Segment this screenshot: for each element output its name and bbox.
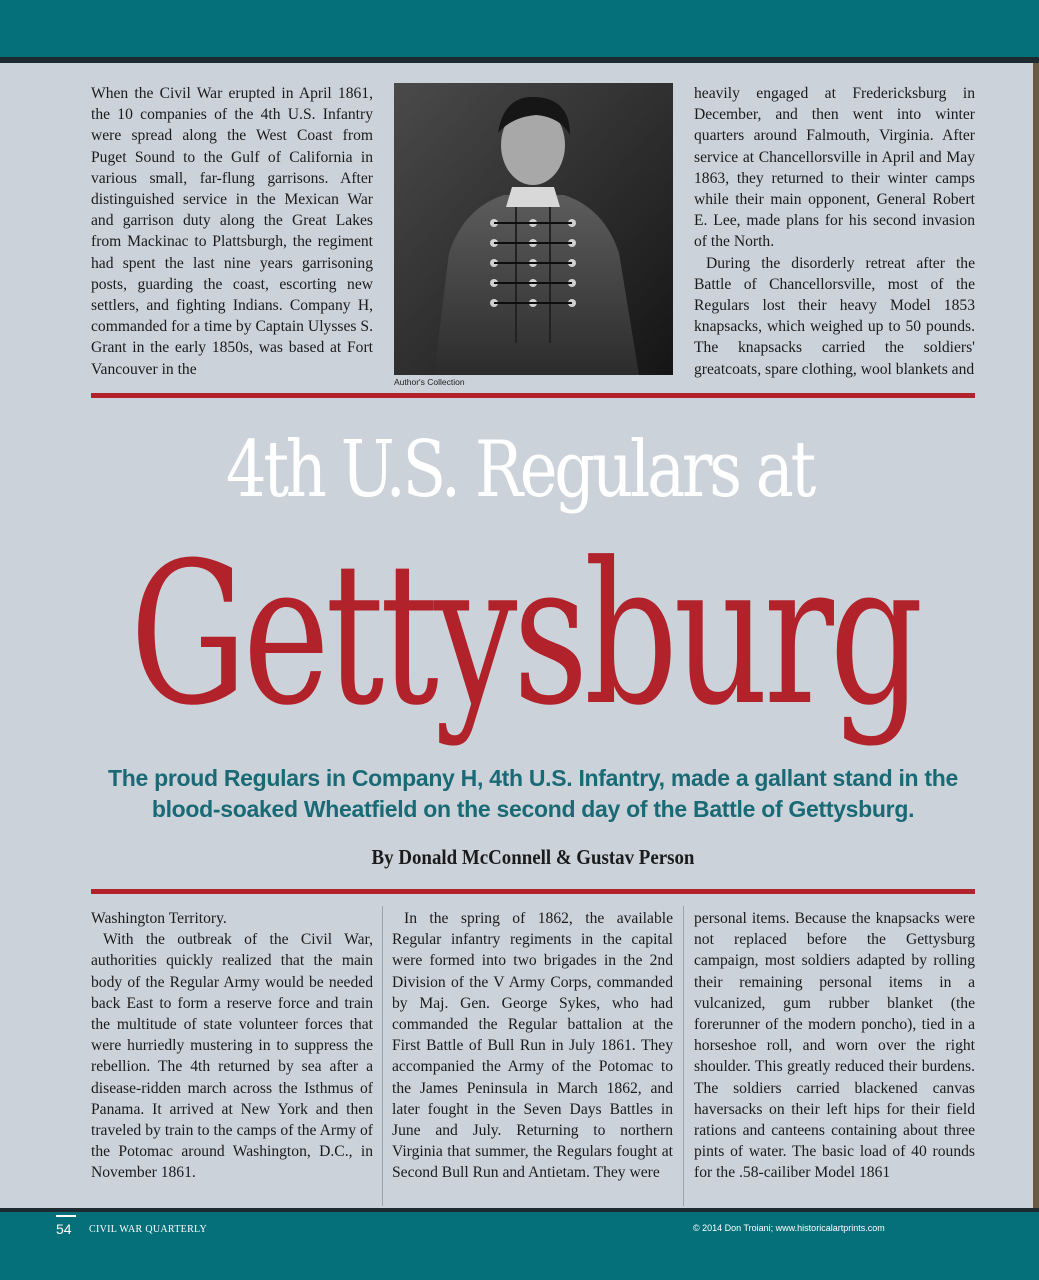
photo-credit: Author's Collection	[394, 377, 465, 387]
bottom-col1-paragraph-1: Washington Territory.	[91, 910, 227, 927]
bottom-column-3	[694, 908, 975, 1184]
top-column-3	[694, 83, 975, 380]
footer-tick-mark	[56, 1215, 76, 1217]
image-copyright: © 2014 Don Troiani; www.historicalartprints.com	[693, 1223, 885, 1233]
bottom-col1-paragraph-2: With the outbreak of the Civil War, authorities quickly realized that the main body of the Regular Army would be needed back East to form a reserve force and train the multitude of state volunteer forces that were hurriedly mustering in to suppress the rebellion. The 4th returned by sea after a disease-ridden march across the Isthmus of Panama. It arrived at New York and then traveled by train to the camps of the Army of the Potomac around Washington, D.C., in November 1861.	[91, 931, 373, 1182]
article-subhead: The proud Regulars in Company H, 4th U.S. Infantry, made a gallant stand in the blood-soaked Wheatfield on the second day of the Battle of Gettysburg.	[108, 765, 958, 822]
top-col3-paragraph-1: heavily engaged at Fredericksburg in December, and then went into winter quarters around Falmouth, Virginia. After service at Chancellorsville in April and May 1863, they returned to their winter camps while their main opponent, General Robert E. Lee, made plans for his second invasion of the North.	[694, 85, 975, 251]
portrait-photo	[394, 83, 673, 375]
bottom-column-2	[392, 908, 673, 1184]
title-line-2: Gettysburg	[129, 521, 920, 749]
top-col3-paragraph-2: During the disorderly retreat after the Battle of Chancellorsville, most of the Regulars lost their heavy Model 1853 knapsacks, which weighed up to 50 pounds. The knapsacks carried the soldiers' greatcoats, spare clothing, wool blankets and	[694, 254, 975, 378]
top-red-rule	[91, 393, 975, 398]
bottom-red-rule	[91, 889, 975, 894]
bottom-col3-paragraph: personal items. Because the knapsacks were not replaced before the Gettysburg campaign, most soldiers adapted by rolling their remaining personal items in a vulcanized, gum rubber blanket (the forerunner of the modern poncho), tied in a horseshoe roll, and worn over the right shoulder. This greatly reduced their burdens. The soldiers carried blackened canvas haversacks on their left hips for their field rations and canteens containing about three pints of water. The basic load of 40 rounds for the .58-cailiber Model 1861	[694, 910, 975, 1182]
bottom-col2-paragraph: In the spring of 1862, the available Regular infantry regiments in the capital were formed into two brigades in the 2nd Division of the V Army Corps, commanded by Maj. Gen. George Sykes, who had commanded the Regular battalion at the First Battle of Bull Run in July 1861. They accompanied the Army of the Potomac to the James Peninsula in March 1862, and later fought in the Seven Days Battles in June and July. Returning to northern Virginia that summer, the Regulars fought at Second Bull Run and Antietam. They were	[392, 910, 673, 1182]
page-number: 54	[56, 1221, 72, 1237]
right-page-edge	[1033, 63, 1039, 1208]
article-byline: By Donald McConnell & Gustav Person	[371, 845, 695, 869]
magazine-name: CIVIL WAR QUARTERLY	[89, 1224, 207, 1235]
column-divider-1	[382, 906, 383, 1206]
bottom-column-1	[91, 908, 373, 1184]
top-color-band	[0, 0, 1039, 57]
title-line-1: 4th U.S. Regulars at	[225, 425, 814, 515]
column-divider-2	[683, 906, 684, 1206]
top-col1-paragraph: When the Civil War erupted in April 1861, the 10 companies of the 4th U.S. Infantry were spread along the West Coast from Puget Sound to the Gulf of California in various small, far-flung garrisons. After distinguished service in the Mexican War and garrison duty along the Great Lakes from Mackinac to Plattsburgh, the regiment had spent the last nine years garrisoning posts, guarding the coast, escorting new settlers, and fighting Indians. Company H, commanded for a time by Captain Ulysses S. Grant in the early 1850s, was based at Fort Vancouver in the	[91, 85, 373, 378]
top-column-1	[91, 83, 373, 380]
